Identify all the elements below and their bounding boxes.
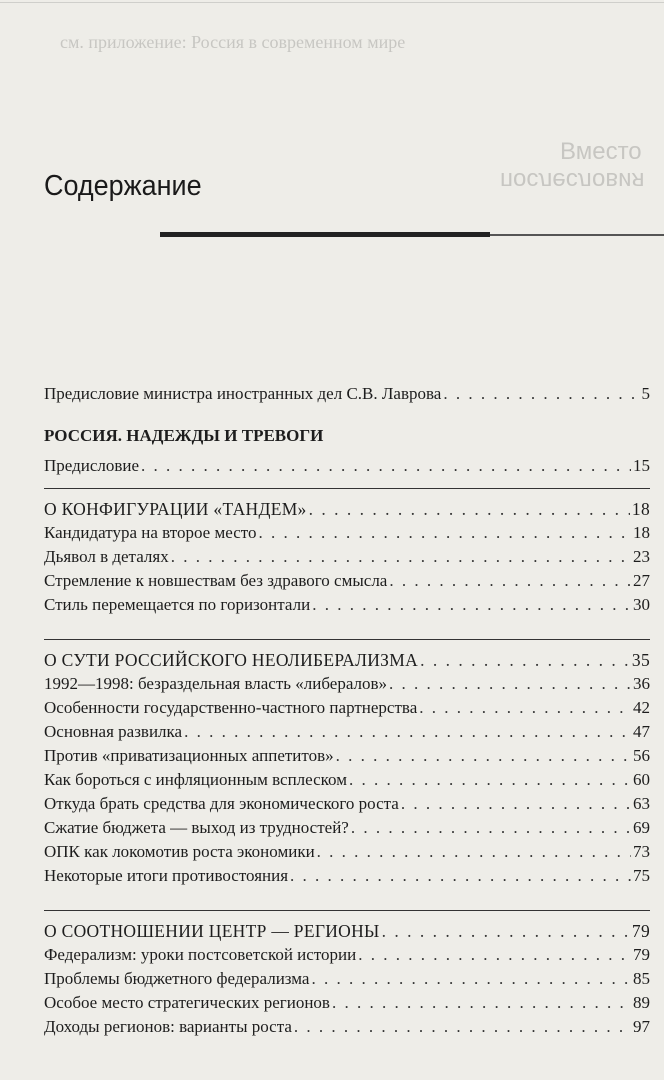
toc-entry-page: 85	[633, 969, 650, 988]
toc-entry-page: 42	[633, 698, 650, 717]
toc-entry-label: Основная развилка	[44, 722, 183, 741]
toc-entry-page: 97	[633, 1017, 650, 1036]
toc-entry[interactable]	[44, 1015, 650, 1039]
leader-dots	[389, 569, 631, 593]
toc-entry-page: 36	[633, 674, 650, 693]
toc-entry-label: Особенности государственно-частного партнерства	[44, 698, 418, 717]
toc-entry-label: Федерализм: уроки постсоветской истории	[44, 945, 357, 964]
leader-dots	[420, 648, 630, 672]
toc-entry[interactable]	[44, 768, 650, 792]
leader-dots	[294, 1015, 631, 1039]
toc-entry[interactable]	[44, 792, 650, 816]
toc-entry[interactable]	[44, 545, 650, 569]
leader-dots	[312, 593, 631, 617]
title-rule	[160, 232, 490, 237]
leader-dots	[184, 720, 631, 744]
bleed-through-text: см. приложение: Россия в современном мире	[60, 32, 406, 52]
toc-entry[interactable]	[44, 967, 650, 991]
toc-entry[interactable]	[44, 593, 650, 617]
toc-entry-label: Стремление к новшествам без здравого смысла	[44, 571, 388, 590]
toc-entry-page: 73	[633, 842, 650, 861]
leader-dots	[171, 545, 631, 569]
bleed-through-text: Вместо	[560, 138, 642, 165]
toc-entry-page: 18	[631, 499, 650, 519]
leader-dots	[443, 382, 639, 406]
toc-entry[interactable]	[44, 720, 650, 744]
toc-entry-label: Как бороться с инфляционным всплеском	[44, 770, 347, 789]
leader-dots	[382, 919, 630, 943]
page-edge-line	[0, 2, 664, 3]
toc-entry[interactable]	[44, 382, 650, 406]
section-divider	[44, 639, 650, 640]
section-divider	[44, 910, 650, 911]
toc-entry-page: 60	[633, 770, 650, 789]
toc-entry-label: Некоторые итоги противостояния	[44, 866, 289, 885]
toc-entry[interactable]	[44, 840, 650, 864]
toc-entry-label: Откуда брать средства для экономического роста	[44, 794, 399, 813]
toc-entry-label: 1992—1998: безраздельная власть «либералов»	[44, 674, 388, 693]
leader-dots	[258, 521, 631, 545]
toc-entry-label: Доходы регионов: варианты роста	[44, 1017, 292, 1036]
toc-entry-label: О СУТИ РОССИЙСКОГО НЕОЛИБЕРАЛИЗМА	[44, 650, 419, 670]
toc-entry[interactable]	[44, 816, 650, 840]
leader-dots	[419, 696, 631, 720]
toc-entry[interactable]	[44, 864, 650, 888]
leader-dots	[317, 840, 631, 864]
toc-entry-label: Особое место стратегических регионов	[44, 993, 330, 1012]
toc-entry-page: 5	[641, 384, 650, 403]
toc-entry[interactable]	[44, 521, 650, 545]
bleed-through-text: послесловия	[500, 167, 645, 194]
section-divider	[44, 488, 650, 489]
toc-entry-label: Сжатие бюджета — выход из трудностей?	[44, 818, 349, 837]
leader-dots	[332, 991, 631, 1015]
toc-section-heading[interactable]	[44, 919, 650, 943]
leader-dots	[389, 672, 631, 696]
toc-entry-label: Кандидатура на второе место	[44, 523, 257, 542]
toc-entry-page: 75	[633, 866, 650, 885]
toc-entry-page: 18	[633, 523, 650, 542]
leader-dots	[336, 744, 631, 768]
toc-sections	[44, 488, 650, 1039]
leader-dots	[311, 967, 631, 991]
toc-entry-label: О СООТНОШЕНИИ ЦЕНТР — РЕГИОНЫ	[44, 921, 380, 941]
toc-entry-label: О КОНФИГУРАЦИИ «ТАНДЕМ»	[44, 499, 307, 519]
toc-entry-label: Дьявол в деталях	[44, 547, 169, 566]
toc-entry[interactable]	[44, 672, 650, 696]
toc-entry[interactable]	[44, 744, 650, 768]
toc-entry-page: 63	[633, 794, 650, 813]
table-of-contents	[44, 382, 650, 1039]
toc-entry[interactable]	[44, 943, 650, 967]
leader-dots	[401, 792, 631, 816]
toc-entry-page: 79	[633, 945, 650, 964]
part-title: РОССИЯ. НАДЕЖДЫ И ТРЕВОГИ	[44, 426, 324, 445]
toc-entry-page: 79	[631, 921, 650, 941]
leader-dots	[351, 816, 631, 840]
toc-entry-page: 35	[631, 650, 650, 670]
toc-entry-label: ОПК как локомотив роста экономики	[44, 842, 315, 861]
toc-entry-page: 89	[633, 993, 650, 1012]
leader-dots	[290, 864, 631, 888]
toc-entry-label: Предисловие	[44, 456, 140, 475]
page-title: Содержание	[44, 170, 202, 202]
leader-dots	[349, 768, 631, 792]
toc-entry-page: 15	[633, 456, 650, 475]
toc-entry[interactable]	[44, 454, 650, 478]
toc-entry-page: 30	[633, 595, 650, 614]
leader-dots	[141, 454, 631, 478]
toc-entry-page: 27	[633, 571, 650, 590]
toc-section-heading[interactable]	[44, 648, 650, 672]
toc-section-heading[interactable]	[44, 497, 650, 521]
toc-entry-label: Стиль перемещается по горизонтали	[44, 595, 311, 614]
toc-entry-page: 69	[633, 818, 650, 837]
toc-entry[interactable]	[44, 696, 650, 720]
leader-dots	[358, 943, 631, 967]
toc-entry-page: 56	[633, 746, 650, 765]
toc-entry-label: Предисловие министра иностранных дел С.В. Лаврова	[44, 384, 442, 403]
toc-entry-page: 47	[633, 722, 650, 741]
leader-dots	[309, 497, 630, 521]
toc-entry-page: 23	[633, 547, 650, 566]
toc-entry[interactable]	[44, 991, 650, 1015]
toc-entry-label: Против «приватизационных аппетитов»	[44, 746, 334, 765]
toc-entry-label: Проблемы бюджетного федерализма	[44, 969, 310, 988]
title-rule-thin	[490, 234, 664, 236]
toc-entry[interactable]	[44, 569, 650, 593]
